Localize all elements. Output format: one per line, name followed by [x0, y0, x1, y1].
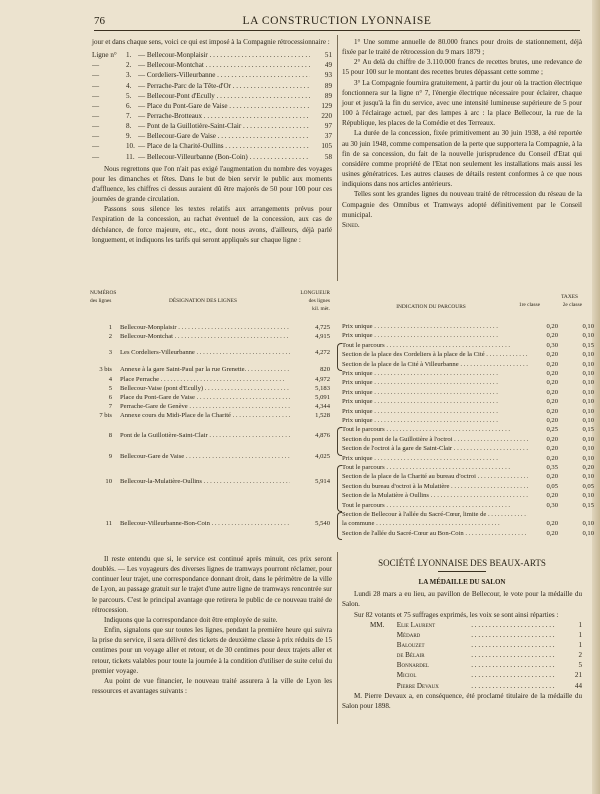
- paragraph: Sur 82 votants et 75 suffrages exprimés, les voix se sont ainsi réparties :: [354, 610, 559, 619]
- fare-section: la commune . . .: [342, 520, 528, 529]
- table-row: [336, 502, 594, 511]
- fare-first-class: 0,30: [546, 341, 558, 349]
- fare-second-class: 0,10: [582, 520, 594, 528]
- society-section: [342, 556, 582, 711]
- vote-row: [370, 670, 582, 680]
- line-trips: 220: [321, 112, 332, 120]
- line-number: 7 bis: [99, 412, 112, 419]
- fare-second-class: 0,10: [582, 388, 594, 396]
- lines-table: [90, 289, 330, 547]
- fare-first-class: 0,20: [546, 445, 558, 453]
- fare-second-class: 0,10: [582, 445, 594, 453]
- col-head-first-class: 1re classe: [518, 302, 540, 308]
- fare-first-class: 0,20: [546, 454, 558, 462]
- vote-row: [370, 660, 582, 670]
- fare-first-class: 0,30: [546, 501, 558, 509]
- paragraph: 2° Au delà du chiffre de 3.110.000 francs de recettes brutes, une redevance de 15 pour 100 sur le montant des recettes brutes dépassant cette somme ;: [342, 58, 582, 77]
- line-designation: Bellecour-Montchat . . .: [120, 332, 290, 341]
- fare-first-class: 0,20: [546, 529, 558, 537]
- fare-first-class: 0,20: [546, 492, 558, 500]
- fare-second-class: 0,10: [582, 417, 594, 424]
- line-name: — Bellecour-Pont d'Ecully . . .: [138, 91, 310, 101]
- paragraph: M. Pierre Devaux a, en conséquence, été proclamé titulaire de la médaille du Salon pour 1898.: [342, 691, 582, 710]
- line-designation: Annexe à la gare Saint-Paul par la rue Grenette. . . .: [120, 365, 290, 374]
- artist-name: Pierre Devaux: [396, 681, 439, 690]
- paragraph: La durée de la concession, fixée primitivement au 30 juin 1938, a été reportée au 30 juin 1948, comme compensation de la perte que supportera la Compagnie, à la fin de sa concession, du fait de la nouvelle jurisprudence du Conseil d'Etat qui considère comme propriété de l'Etat non seulement les installations mais aussi les usines génératrices. Les autres clauses de détails restent conformes à ce que nous indiquions dans nos articles antérieurs.: [342, 129, 582, 189]
- line-prefix: —: [92, 71, 100, 80]
- row-brace: [337, 427, 342, 455]
- left-bottom-column: [92, 554, 332, 696]
- line-trips: 58: [324, 152, 332, 161]
- line-name: — Bellecour-Villeurbanne (Bon-Coin) . . .: [138, 152, 310, 162]
- table-row: [336, 520, 594, 529]
- table-row: [336, 436, 594, 445]
- fare-section: Tout le parcours . . .: [342, 502, 528, 511]
- fare-section: Tout le parcours . . .: [342, 426, 528, 435]
- vote-count: 21: [574, 671, 582, 680]
- line-prefix: —: [92, 152, 100, 161]
- leader-dots: [471, 650, 567, 660]
- title-rule: [438, 571, 486, 572]
- fare-first-class: 0,20: [546, 351, 558, 359]
- fare-section: Section du pont de la Guillotière à l'octroi . . .: [342, 436, 528, 445]
- artist-name: Bonnardel: [396, 661, 429, 670]
- vote-title: [370, 630, 397, 640]
- fare-section: Section de la Mulatière à Oullins . . .: [342, 492, 528, 501]
- table-row: [336, 408, 594, 417]
- artist-name: Médard: [396, 630, 421, 639]
- fare-second-class: 0,05: [582, 482, 594, 490]
- trip-line: [92, 152, 332, 162]
- line-number: 4: [108, 376, 112, 383]
- line-length: 4,915: [315, 333, 330, 340]
- lines-table-header: [90, 289, 330, 319]
- line-trips: 89: [324, 81, 332, 90]
- fare-first-class: 0,20: [546, 332, 558, 340]
- line-length: 4,725: [315, 324, 330, 331]
- trip-line: [92, 121, 332, 131]
- fare-second-class: [558, 511, 594, 520]
- line-number: 6.: [126, 101, 132, 110]
- required-trips-list: [92, 50, 332, 162]
- table-row: [336, 455, 594, 464]
- fare-first-class: 0,25: [546, 426, 558, 434]
- column-rule: [337, 35, 338, 281]
- line-designation: Pont de la Guillotière-Saint-Clair . . .: [120, 431, 290, 440]
- line-prefix: —: [92, 132, 100, 141]
- line-designation: Les Cordeliers-Villeurbanne . . .: [120, 348, 290, 357]
- col-head-second-class: 2e classe: [562, 302, 582, 308]
- line-trips: 93: [324, 71, 332, 80]
- line-trips: 97: [324, 122, 332, 131]
- fare-section: Section de la place de la Charité au bureau d'octroi . . .: [342, 473, 528, 482]
- table-row: [336, 473, 594, 482]
- fare-first-class: 0,20: [546, 323, 558, 330]
- line-trips: 89: [324, 91, 332, 100]
- line-designation: Bellecour-Gare de Vaise . . .: [120, 452, 290, 461]
- society-subtitle: LA MÉDAILLE DU SALON: [418, 578, 506, 587]
- line-number: 5: [108, 385, 112, 392]
- line-number: 2: [108, 333, 112, 340]
- line-designation: Annexe cours du Midi-Place de la Charité . . .: [120, 411, 290, 420]
- vote-count: 1: [578, 641, 582, 650]
- fare-second-class: 0,10: [582, 529, 594, 537]
- line-prefix: —: [92, 81, 100, 90]
- vote-count: 1: [578, 620, 582, 629]
- fare-second-class: 0,10: [582, 332, 594, 340]
- line-prefix: —: [92, 61, 100, 70]
- fare-section: Section de l'allée du Sacré-Cœur au Bon-Coin . . .: [342, 530, 528, 539]
- vote-title: [370, 640, 397, 650]
- line-number: 1: [108, 324, 112, 331]
- fare-first-class: 0,20: [546, 407, 558, 415]
- vote-title: MM.: [370, 620, 385, 629]
- line-number: 6: [108, 394, 112, 401]
- fares-table-header: [336, 289, 588, 319]
- intro-paragraph: jour et dans chaque sens, voici ce qui est imposé à la Compagnie rétrocessionnaire :: [92, 38, 330, 46]
- leader-dots: [471, 681, 567, 691]
- leader-dots: [471, 670, 567, 680]
- line-prefix: Ligne n°: [92, 51, 117, 60]
- fare-second-class: 0,10: [582, 379, 594, 387]
- artist-name: Balouzet: [396, 641, 425, 650]
- table-row: [90, 402, 330, 411]
- line-number: 11.: [126, 152, 135, 161]
- table-row: [336, 511, 594, 520]
- line-number: 8: [108, 432, 112, 439]
- line-number: 10.: [126, 142, 135, 151]
- line-designation: Place du Pont-Gare de Vaise . . .: [120, 393, 290, 402]
- fare-section: Section de l'octroi à la gare de Saint-Clair . . .: [342, 445, 528, 454]
- fares-table: [336, 289, 594, 547]
- table-row: [90, 365, 330, 374]
- fare-section: Prix unique . . .: [342, 323, 528, 332]
- line-number: 7.: [126, 112, 132, 120]
- paragraph: Enfin, signalons que sur toutes les lignes, pendant la première heure qui suivra la prise du service, il sera délivré des tickets de deuxième classe à prix réduits de 15 centimes pour un voyage aller et retour, et de 30 centimes pour deux trajets aller et retour, tickets valables pour toute la journée à la condition d'utiliser de suite celui du premier voyage.: [92, 626, 332, 675]
- line-length: 820: [320, 366, 330, 373]
- line-number: 1.: [126, 51, 132, 60]
- line-number: 4.: [126, 81, 132, 90]
- vote-title: [370, 660, 397, 670]
- paragraph: Telles sont les grandes lignes du nouveau traité de rétrocession du réseau de la Compagnie des Omnibus et Tramways adopté définitivement par le Conseil municipal.: [342, 190, 582, 219]
- fare-second-class: 0,15: [582, 501, 594, 509]
- table-row: [336, 389, 594, 398]
- fare-section: Prix unique . . .: [342, 389, 528, 398]
- left-column: [92, 37, 332, 245]
- table-row: [90, 431, 330, 440]
- paragraph: 1° Une somme annuelle de 80.000 francs pour droits de stationnement, déjà fixée par le traité de rétrocession du 9 mars 1879 ;: [342, 38, 582, 57]
- paragraph: Il reste entendu que si, le service est continué après minuit, ces prix seront doublés. — Les voyageurs des diverses lignes de tramways pourront réclamer, pour continuer leur trajet, une correspondance donnant droit, dans le périmètre de la ville de Lyon, au passage gratuit sur le trajet d'une autre ligne de tramways rencontrée sur le parcours. C'est le principal avantage que retirera le public de ce nouveau traité de rétrocession.: [92, 555, 332, 614]
- fare-second-class: 0,10: [582, 323, 594, 330]
- table-row: [336, 530, 594, 539]
- artist-name: de Bélair: [396, 651, 425, 660]
- table-row: [336, 483, 594, 492]
- col-head-longueur2: des lignes: [308, 298, 330, 304]
- table-row: [336, 492, 594, 501]
- paragraph: 3° La Compagnie fournira gratuitement, à partir du jour où la traction électrique fonctionnera sur la ligne n° 7, l'énergie électrique nécessaire pour éclairer, chaque jour et jusqu'à la fin du service, avec une intensité lumineuse supérieure de 5 pour 100 à l'éclairage actuel, par des lampes à arc : la place Bellecour, la rue de la République, les places de la Comédie et des Terreaux.: [342, 78, 582, 128]
- table-row: [336, 342, 594, 351]
- fare-first-class: [528, 511, 558, 520]
- leader-dots: [471, 640, 567, 650]
- fare-first-class: 0,20: [546, 360, 558, 368]
- line-number: 9.: [126, 132, 132, 141]
- table-row: [336, 323, 594, 332]
- society-title: SOCIÉTÉ LYONNAISE DES BEAUX-ARTS: [378, 558, 546, 568]
- fare-section: Prix unique . . .: [342, 408, 528, 417]
- table-row: [336, 398, 594, 407]
- vote-row: [370, 630, 582, 640]
- running-header: [94, 14, 580, 31]
- fare-first-class: 0,20: [546, 398, 558, 406]
- trip-line: [92, 60, 332, 70]
- table-row: [90, 323, 330, 332]
- vote-row: [370, 681, 582, 691]
- line-number: 5.: [126, 91, 132, 100]
- table-row: [90, 393, 330, 402]
- row-brace: [337, 512, 342, 540]
- table-row: [336, 370, 594, 379]
- fare-second-class: 0,15: [582, 341, 594, 349]
- line-prefix: —: [92, 112, 100, 120]
- line-length: 4,025: [315, 453, 330, 460]
- fare-section: Prix unique . . .: [342, 370, 528, 379]
- fare-first-class: 0,35: [546, 464, 558, 471]
- line-length: 4,876: [315, 432, 330, 439]
- fare-second-class: 0,10: [582, 473, 594, 481]
- vote-title: [370, 670, 397, 680]
- line-length: 1,528: [315, 412, 330, 419]
- line-name: — Perrache-Brotteaux . . .: [138, 111, 310, 121]
- fare-section: Section de la place des Cordeliers à la place de la Cité . . .: [342, 351, 528, 360]
- fare-second-class: 0,10: [582, 407, 594, 415]
- fare-first-class: 0,20: [546, 379, 558, 387]
- fare-second-class: 0,10: [582, 351, 594, 359]
- table-row: [336, 426, 594, 435]
- fare-second-class: 0,15: [582, 426, 594, 434]
- leader-dots: [471, 660, 567, 670]
- line-number: 2.: [126, 61, 132, 70]
- signature: Sined.: [342, 220, 360, 229]
- fare-first-class: 0,20: [546, 370, 558, 377]
- fare-first-class: 0,20: [546, 520, 558, 528]
- fare-section: Prix unique . . .: [342, 379, 528, 388]
- line-number: 9: [108, 453, 112, 460]
- col-head-des-lignes: des lignes: [90, 298, 112, 304]
- table-row: [336, 464, 594, 473]
- line-prefix: —: [92, 101, 100, 110]
- line-number: 3.: [126, 71, 132, 80]
- votes-list: [342, 620, 582, 691]
- column-rule-bottom: [337, 552, 338, 724]
- line-length: 5,091: [315, 394, 330, 401]
- table-row: [90, 375, 330, 384]
- leader-dots: [471, 630, 567, 640]
- fare-first-class: 0,05: [546, 482, 558, 490]
- line-designation: Bellecour-Vaise (pont d'Ecully) . . .: [120, 384, 290, 393]
- fare-second-class: 0,10: [582, 454, 594, 462]
- line-trips: 37: [324, 132, 332, 141]
- line-name: — Perrache-Parc de la Tête-d'Or . . .: [138, 81, 310, 91]
- line-number: 11: [105, 520, 112, 527]
- vote-row: [370, 650, 582, 660]
- table-row: [90, 477, 330, 486]
- trip-line: [92, 131, 332, 141]
- fare-section: Prix unique . . .: [342, 455, 528, 464]
- table-row: [90, 411, 330, 420]
- fare-first-class: 0,20: [546, 417, 558, 424]
- line-length: 5,183: [315, 385, 330, 392]
- vote-row: [370, 640, 582, 650]
- trip-line: [92, 141, 332, 151]
- trip-line: [92, 50, 332, 60]
- fare-second-class: 0,10: [582, 370, 594, 377]
- vote-count: 5: [578, 661, 582, 670]
- fare-second-class: 0,10: [582, 492, 594, 500]
- trip-line: [92, 81, 332, 91]
- paragraph: Lundi 28 mars a eu lieu, au pavillon de Bellecour, le vote pour la médaille du Salon.: [342, 590, 582, 609]
- fare-section: Prix unique . . .: [342, 398, 528, 407]
- trip-line: [92, 101, 332, 111]
- line-prefix: —: [92, 91, 100, 100]
- table-row: [336, 361, 594, 370]
- row-brace: [337, 465, 342, 512]
- fare-section: Tout le parcours . . .: [342, 464, 528, 473]
- line-trips: 49: [324, 61, 332, 70]
- col-head-longueur: LONGUEUR: [300, 290, 330, 296]
- vote-row: [370, 620, 582, 630]
- fare-section: Section de Bellecour à l'allée du Sacré-Cœur, limite de . . .: [342, 511, 528, 520]
- table-row: [336, 417, 594, 426]
- line-prefix: —: [92, 122, 100, 131]
- fare-second-class: 0,10: [582, 435, 594, 443]
- line-length: 5,914: [315, 478, 330, 485]
- table-row: [90, 348, 330, 357]
- line-trips: 51: [324, 51, 332, 60]
- col-head-numeros: NUMÉROS: [90, 290, 117, 296]
- col-head-unit: kil. mèt.: [312, 306, 330, 312]
- fare-section: Section du bureau d'octroi à la Mulatière . . .: [342, 483, 528, 492]
- line-designation: Bellecour-Monplaisir . . .: [120, 323, 290, 332]
- trip-line: [92, 111, 332, 121]
- fare-second-class: 0,20: [582, 464, 594, 471]
- line-length: 4,272: [315, 349, 330, 356]
- table-row: [90, 332, 330, 341]
- line-trips: 129: [321, 101, 332, 110]
- page-number: 76: [94, 15, 105, 27]
- line-number: 8.: [126, 122, 132, 131]
- running-title: LA CONSTRUCTION LYONNAISE: [242, 15, 432, 27]
- line-trips: 105: [321, 142, 332, 151]
- table-row: [336, 332, 594, 341]
- vote-count: 1: [578, 630, 582, 639]
- line-name: — Pont de la Guillotière-Saint-Clair . . .: [138, 121, 310, 131]
- line-number: 3: [108, 349, 112, 356]
- vote-count: 2: [578, 651, 582, 660]
- line-designation: Bellecour-la-Mulatière-Oullins . . .: [120, 477, 290, 486]
- table-row: [90, 384, 330, 393]
- table-row: [90, 519, 330, 528]
- line-prefix: —: [92, 142, 100, 151]
- trip-line: [92, 70, 332, 80]
- fare-first-class: 0,20: [546, 388, 558, 396]
- artist-name: Elie Laurent: [396, 620, 436, 629]
- col-head-designation: DÉSIGNATION DES LIGNES: [169, 298, 237, 304]
- vote-title: [370, 681, 397, 691]
- line-number: 3 bis: [99, 366, 112, 373]
- line-designation: Bellecour-Villeurbanne-Bon-Coin . . .: [120, 519, 290, 528]
- fare-first-class: 0,20: [546, 435, 558, 443]
- fare-section: Tout le parcours . . .: [342, 342, 528, 351]
- fare-section: Section de la place de la Cité à Villeurbanne . . .: [342, 361, 528, 370]
- line-length: 4,972: [315, 376, 330, 383]
- line-name: — Bellecour-Monplaisir . . .: [138, 50, 310, 60]
- vote-title: [370, 650, 397, 660]
- table-row: [336, 351, 594, 360]
- fare-second-class: 0,10: [582, 398, 594, 406]
- line-name: — Cordeliers-Villeurbanne . . .: [138, 70, 310, 80]
- paragraph: Nous regrettons que l'on n'ait pas exigé l'augmentation du nombre des voyages pour les dimanches et fêtes. Dans le but de bien servir le public aux moments d'affluence, les chiffres ci dessus auraient dû être majorés de 50 pour 100 pour ces journées de grande circulation.: [92, 164, 332, 204]
- line-name: — Bellecour-Montchat . . .: [138, 60, 310, 70]
- paragraph: Indiquons que la correspondance doit être employée de suite.: [104, 615, 278, 624]
- line-name: — Place de la Charité-Oullins . . .: [138, 141, 310, 151]
- fare-section: Prix unique . . .: [342, 332, 528, 341]
- table-row: [336, 379, 594, 388]
- fare-first-class: 0,20: [546, 473, 558, 481]
- line-designation: Place Perrache . . .: [120, 375, 290, 384]
- right-column: [342, 37, 582, 230]
- fare-section: Prix unique . . .: [342, 417, 528, 426]
- paragraph: Au point de vue financier, le nouveau traité assurera à la ville de Lyon les ressources et avantages suivants :: [92, 676, 332, 696]
- fare-second-class: 0,10: [582, 360, 594, 368]
- line-number: 10: [105, 478, 112, 485]
- line-length: 4,344: [315, 403, 330, 410]
- col-head-taxes: TAXES: [561, 294, 578, 300]
- line-length: 5,540: [315, 520, 330, 527]
- line-name: — Place du Pont-Gare de Vaise . . .: [138, 101, 310, 111]
- table-row: [90, 452, 330, 461]
- paragraph: Passons sous silence les textes relatifs aux arrangements prévus pour l'expiration de la concession, au rachat éventuel de la concession, aux cas de déchéance, de force majeure, etc., etc., dont nous avons, d'ailleurs, déjà parlé longuement, et indiquons les tarifs qui seront appliqués sur chaque ligne :: [92, 205, 332, 244]
- table-row: [336, 445, 594, 454]
- vote-count: 44: [574, 681, 582, 690]
- leader-dots: [471, 620, 567, 630]
- col-head-indication: INDICATION DU PARCOURS: [396, 304, 466, 310]
- line-number: 7: [108, 403, 112, 410]
- artist-name: Miciol: [396, 671, 417, 680]
- trip-line: [92, 91, 332, 101]
- row-brace: [337, 343, 342, 371]
- line-designation: Perrache-Gare de Genève . . .: [120, 402, 290, 411]
- line-name: — Bellecour-Gare de Vaise . . .: [138, 131, 310, 141]
